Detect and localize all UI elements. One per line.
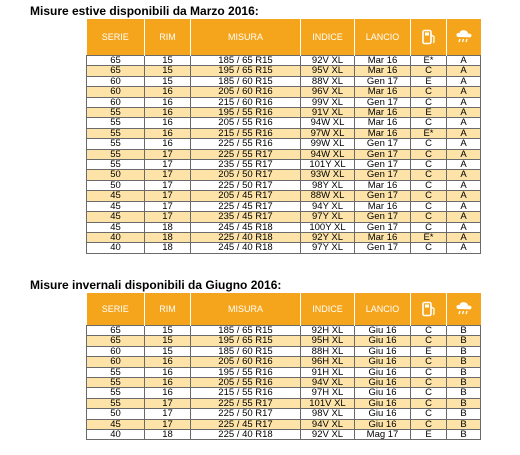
lancio-cell: Mar 16 xyxy=(355,201,411,211)
wet-grip-cell: B xyxy=(447,430,481,440)
misura-cell: 205 / 60 R16 xyxy=(191,87,301,97)
serie-cell: 40 xyxy=(87,232,145,242)
serie-cell: 55 xyxy=(87,367,145,377)
table-row xyxy=(87,336,481,346)
header-wet xyxy=(447,293,481,326)
table-row xyxy=(87,118,481,128)
serie-cell: 45 xyxy=(87,222,145,232)
fuel-class-cell: C xyxy=(411,419,447,429)
fuel-class-cell: C xyxy=(411,336,447,346)
misura-cell: 225 / 55 R17 xyxy=(191,398,301,408)
table-row xyxy=(87,378,481,388)
lancio-cell: Giu 16 xyxy=(355,367,411,377)
serie-cell: 60 xyxy=(87,357,145,367)
header-indice: INDICE xyxy=(301,293,355,326)
misura-cell: 195 / 65 R15 xyxy=(191,66,301,76)
rim-cell: 17 xyxy=(145,409,191,419)
serie-cell: 50 xyxy=(87,180,145,190)
serie-cell: 60 xyxy=(87,76,145,86)
wet-grip-cell: A xyxy=(447,243,481,253)
wet-grip-cell: A xyxy=(447,212,481,222)
wet-grip-cell: A xyxy=(447,149,481,159)
lancio-cell: Giu 16 xyxy=(355,409,411,419)
indice-cell: 94W XL xyxy=(301,149,355,159)
misura-cell: 225 / 45 R17 xyxy=(191,419,301,429)
wet-grip-cell: A xyxy=(447,87,481,97)
fuel-class-cell: C xyxy=(411,212,447,222)
indice-cell: 88W XL xyxy=(301,191,355,201)
indice-cell: 98V XL xyxy=(301,409,355,419)
fuel-class-cell: E xyxy=(411,108,447,118)
table-row xyxy=(87,87,481,97)
summer-sizes-table xyxy=(86,19,481,254)
indice-cell: 95V XL xyxy=(301,66,355,76)
table-row xyxy=(87,76,481,86)
lancio-cell: Gen 17 xyxy=(355,139,411,149)
misura-cell: 225 / 50 R17 xyxy=(191,180,301,190)
serie-cell: 40 xyxy=(87,430,145,440)
table-row xyxy=(87,346,481,356)
lancio-cell: Giu 16 xyxy=(355,398,411,408)
misura-cell: 195 / 55 R16 xyxy=(191,367,301,377)
header-fuel xyxy=(411,19,447,56)
wet-grip-cell: B xyxy=(447,388,481,398)
lancio-cell: Mar 16 xyxy=(355,128,411,138)
table-row xyxy=(87,128,481,138)
misura-cell: 205 / 55 R16 xyxy=(191,118,301,128)
serie-cell: 55 xyxy=(87,139,145,149)
indice-cell: 91V XL xyxy=(301,108,355,118)
winter-sizes-table xyxy=(86,293,481,440)
lancio-cell: Giu 16 xyxy=(355,378,411,388)
misura-cell: 225 / 50 R17 xyxy=(191,409,301,419)
indice-cell: 96V XL xyxy=(301,87,355,97)
rim-cell: 18 xyxy=(145,222,191,232)
rim-cell: 15 xyxy=(145,326,191,336)
fuel-class-cell: C xyxy=(411,170,447,180)
fuel-class-cell: C xyxy=(411,326,447,336)
table-row xyxy=(87,139,481,149)
rim-cell: 16 xyxy=(145,97,191,107)
header-serie: SERIE xyxy=(87,19,145,56)
serie-cell: 65 xyxy=(87,56,145,66)
rim-cell: 16 xyxy=(145,367,191,377)
table-row xyxy=(87,357,481,367)
fuel-class-cell: C xyxy=(411,201,447,211)
fuel-class-cell: C xyxy=(411,97,447,107)
lancio-cell: Gen 17 xyxy=(355,191,411,201)
serie-cell: 50 xyxy=(87,170,145,180)
rain-cloud-icon xyxy=(455,29,473,45)
wet-grip-cell: B xyxy=(447,346,481,356)
table-row xyxy=(87,243,481,253)
lancio-cell: Mar 16 xyxy=(355,87,411,97)
lancio-cell: Mar 16 xyxy=(355,108,411,118)
table-row xyxy=(87,56,481,66)
serie-cell: 55 xyxy=(87,128,145,138)
table-row xyxy=(87,367,481,377)
fuel-class-cell: E xyxy=(411,430,447,440)
serie-cell: 55 xyxy=(87,118,145,128)
indice-cell: 97Y XL xyxy=(301,212,355,222)
indice-cell: 96H XL xyxy=(301,357,355,367)
fuel-class-cell: C xyxy=(411,191,447,201)
fuel-pump-icon xyxy=(422,301,436,317)
fuel-class-cell: C xyxy=(411,409,447,419)
indice-cell: 97Y XL xyxy=(301,243,355,253)
table-row xyxy=(87,160,481,170)
fuel-class-cell: C xyxy=(411,398,447,408)
fuel-class-cell: C xyxy=(411,222,447,232)
wet-grip-cell: A xyxy=(447,191,481,201)
winter-section-title: Misure invernali disponibili da Giugno 2016: xyxy=(30,278,282,292)
wet-grip-cell: A xyxy=(447,118,481,128)
lancio-cell: Mar 16 xyxy=(355,232,411,242)
indice-cell: 94V XL xyxy=(301,419,355,429)
wet-grip-cell: A xyxy=(447,66,481,76)
header-rim: RIM xyxy=(145,293,191,326)
table-row xyxy=(87,66,481,76)
fuel-class-cell: C xyxy=(411,118,447,128)
table-row xyxy=(87,149,481,159)
serie-cell: 55 xyxy=(87,160,145,170)
wet-grip-cell: B xyxy=(447,336,481,346)
table-row xyxy=(87,388,481,398)
rim-cell: 15 xyxy=(145,76,191,86)
header-lancio: LANCIO xyxy=(355,19,411,56)
lancio-cell: Giu 16 xyxy=(355,346,411,356)
lancio-cell: Mag 17 xyxy=(355,430,411,440)
serie-cell: 45 xyxy=(87,191,145,201)
rim-cell: 17 xyxy=(145,419,191,429)
rim-cell: 17 xyxy=(145,212,191,222)
header-misura: MISURA xyxy=(191,293,301,326)
rim-cell: 16 xyxy=(145,357,191,367)
misura-cell: 215 / 55 R16 xyxy=(191,128,301,138)
table-header-row xyxy=(87,293,481,326)
lancio-cell: Gen 17 xyxy=(355,160,411,170)
fuel-class-cell: E* xyxy=(411,128,447,138)
table-row xyxy=(87,108,481,118)
fuel-class-cell: E xyxy=(411,76,447,86)
indice-cell: 93W XL xyxy=(301,170,355,180)
rim-cell: 17 xyxy=(145,170,191,180)
wet-grip-cell: B xyxy=(447,357,481,367)
table-header-row xyxy=(87,19,481,56)
table-row xyxy=(87,201,481,211)
rim-cell: 17 xyxy=(145,191,191,201)
rim-cell: 18 xyxy=(145,430,191,440)
table-row xyxy=(87,398,481,408)
indice-cell: 92Y XL xyxy=(301,232,355,242)
misura-cell: 205 / 50 R17 xyxy=(191,170,301,180)
misura-cell: 185 / 65 R15 xyxy=(191,326,301,336)
serie-cell: 45 xyxy=(87,201,145,211)
serie-cell: 55 xyxy=(87,398,145,408)
rim-cell: 16 xyxy=(145,128,191,138)
lancio-cell: Mar 16 xyxy=(355,56,411,66)
rim-cell: 18 xyxy=(145,232,191,242)
indice-cell: 88V XL xyxy=(301,76,355,86)
lancio-cell: Mar 16 xyxy=(355,118,411,128)
wet-grip-cell: A xyxy=(447,170,481,180)
serie-cell: 55 xyxy=(87,149,145,159)
misura-cell: 225 / 40 R18 xyxy=(191,232,301,242)
header-fuel xyxy=(411,293,447,326)
wet-grip-cell: A xyxy=(447,56,481,66)
rain-cloud-icon xyxy=(455,301,473,317)
indice-cell: 101V XL xyxy=(301,398,355,408)
misura-cell: 225 / 40 R18 xyxy=(191,430,301,440)
indice-cell: 99V XL xyxy=(301,97,355,107)
fuel-class-cell: C xyxy=(411,378,447,388)
indice-cell: 94V XL xyxy=(301,378,355,388)
misura-cell: 225 / 55 R17 xyxy=(191,149,301,159)
lancio-cell: Gen 17 xyxy=(355,170,411,180)
misura-cell: 205 / 55 R16 xyxy=(191,378,301,388)
lancio-cell: Gen 17 xyxy=(355,76,411,86)
misura-cell: 235 / 55 R17 xyxy=(191,160,301,170)
fuel-pump-icon xyxy=(422,29,436,45)
lancio-cell: Giu 16 xyxy=(355,326,411,336)
rim-cell: 16 xyxy=(145,108,191,118)
table-row xyxy=(87,326,481,336)
rim-cell: 15 xyxy=(145,336,191,346)
misura-cell: 225 / 55 R16 xyxy=(191,139,301,149)
serie-cell: 55 xyxy=(87,378,145,388)
lancio-cell: Giu 16 xyxy=(355,419,411,429)
fuel-class-cell: C xyxy=(411,149,447,159)
wet-grip-cell: B xyxy=(447,398,481,408)
table-row xyxy=(87,191,481,201)
header-rim: RIM xyxy=(145,19,191,56)
wet-grip-cell: B xyxy=(447,378,481,388)
rim-cell: 16 xyxy=(145,87,191,97)
indice-cell: 100Y XL xyxy=(301,222,355,232)
rim-cell: 15 xyxy=(145,346,191,356)
rim-cell: 17 xyxy=(145,201,191,211)
serie-cell: 45 xyxy=(87,419,145,429)
table-row xyxy=(87,232,481,242)
summer-section-title: Misure estive disponibili da Marzo 2016: xyxy=(30,4,259,18)
header-misura: MISURA xyxy=(191,19,301,56)
misura-cell: 205 / 60 R16 xyxy=(191,357,301,367)
wet-grip-cell: A xyxy=(447,108,481,118)
lancio-cell: Giu 16 xyxy=(355,388,411,398)
rim-cell: 17 xyxy=(145,160,191,170)
fuel-class-cell: C xyxy=(411,87,447,97)
lancio-cell: Gen 17 xyxy=(355,97,411,107)
table-row xyxy=(87,409,481,419)
wet-grip-cell: A xyxy=(447,97,481,107)
rim-cell: 16 xyxy=(145,118,191,128)
misura-cell: 225 / 45 R17 xyxy=(191,201,301,211)
misura-cell: 185 / 65 R15 xyxy=(191,56,301,66)
indice-cell: 92V XL xyxy=(301,56,355,66)
fuel-class-cell: C xyxy=(411,388,447,398)
indice-cell: 97H XL xyxy=(301,388,355,398)
serie-cell: 60 xyxy=(87,346,145,356)
wet-grip-cell: B xyxy=(447,419,481,429)
table-row xyxy=(87,170,481,180)
lancio-cell: Gen 17 xyxy=(355,212,411,222)
serie-cell: 55 xyxy=(87,108,145,118)
indice-cell: 97W XL xyxy=(301,128,355,138)
rim-cell: 15 xyxy=(145,66,191,76)
serie-cell: 50 xyxy=(87,409,145,419)
table-row xyxy=(87,222,481,232)
lancio-cell: Giu 16 xyxy=(355,336,411,346)
misura-cell: 195 / 65 R15 xyxy=(191,336,301,346)
indice-cell: 88H XL xyxy=(301,346,355,356)
misura-cell: 215 / 55 R16 xyxy=(191,388,301,398)
fuel-class-cell: E xyxy=(411,346,447,356)
misura-cell: 245 / 45 R18 xyxy=(191,222,301,232)
fuel-class-cell: C xyxy=(411,180,447,190)
fuel-class-cell: C xyxy=(411,357,447,367)
table-row xyxy=(87,180,481,190)
rim-cell: 15 xyxy=(145,56,191,66)
table-row xyxy=(87,97,481,107)
misura-cell: 195 / 55 R16 xyxy=(191,108,301,118)
indice-cell: 95H XL xyxy=(301,336,355,346)
fuel-class-cell: C xyxy=(411,66,447,76)
table-row xyxy=(87,212,481,222)
lancio-cell: Gen 17 xyxy=(355,222,411,232)
rim-cell: 16 xyxy=(145,388,191,398)
wet-grip-cell: A xyxy=(447,201,481,211)
wet-grip-cell: A xyxy=(447,128,481,138)
table-row xyxy=(87,419,481,429)
wet-grip-cell: B xyxy=(447,326,481,336)
lancio-cell: Mar 16 xyxy=(355,180,411,190)
serie-cell: 65 xyxy=(87,66,145,76)
fuel-class-cell: C xyxy=(411,139,447,149)
table-row xyxy=(87,430,481,440)
rim-cell: 17 xyxy=(145,398,191,408)
header-lancio: LANCIO xyxy=(355,293,411,326)
fuel-class-cell: C xyxy=(411,367,447,377)
serie-cell: 55 xyxy=(87,388,145,398)
serie-cell: 65 xyxy=(87,326,145,336)
header-wet xyxy=(447,19,481,56)
rim-cell: 17 xyxy=(145,180,191,190)
wet-grip-cell: B xyxy=(447,367,481,377)
misura-cell: 235 / 45 R17 xyxy=(191,212,301,222)
fuel-class-cell: E* xyxy=(411,232,447,242)
fuel-class-cell: C xyxy=(411,160,447,170)
indice-cell: 101Y XL xyxy=(301,160,355,170)
rim-cell: 16 xyxy=(145,139,191,149)
serie-cell: 60 xyxy=(87,97,145,107)
misura-cell: 185 / 60 R15 xyxy=(191,76,301,86)
indice-cell: 94W XL xyxy=(301,118,355,128)
misura-cell: 185 / 60 R15 xyxy=(191,346,301,356)
indice-cell: 98Y XL xyxy=(301,180,355,190)
indice-cell: 99W XL xyxy=(301,139,355,149)
indice-cell: 91H XL xyxy=(301,367,355,377)
serie-cell: 60 xyxy=(87,87,145,97)
wet-grip-cell: A xyxy=(447,222,481,232)
lancio-cell: Giu 16 xyxy=(355,357,411,367)
wet-grip-cell: A xyxy=(447,76,481,86)
misura-cell: 245 / 40 R18 xyxy=(191,243,301,253)
wet-grip-cell: A xyxy=(447,180,481,190)
misura-cell: 205 / 45 R17 xyxy=(191,191,301,201)
lancio-cell: Mar 16 xyxy=(355,66,411,76)
rim-cell: 16 xyxy=(145,378,191,388)
indice-cell: 94Y XL xyxy=(301,201,355,211)
indice-cell: 92H XL xyxy=(301,326,355,336)
header-serie: SERIE xyxy=(87,293,145,326)
serie-cell: 45 xyxy=(87,212,145,222)
wet-grip-cell: A xyxy=(447,232,481,242)
serie-cell: 65 xyxy=(87,336,145,346)
rim-cell: 18 xyxy=(145,243,191,253)
serie-cell: 40 xyxy=(87,243,145,253)
lancio-cell: Gen 17 xyxy=(355,149,411,159)
header-indice: INDICE xyxy=(301,19,355,56)
fuel-class-cell: C xyxy=(411,243,447,253)
fuel-class-cell: E* xyxy=(411,56,447,66)
wet-grip-cell: B xyxy=(447,409,481,419)
wet-grip-cell: A xyxy=(447,160,481,170)
misura-cell: 215 / 60 R16 xyxy=(191,97,301,107)
rim-cell: 17 xyxy=(145,149,191,159)
wet-grip-cell: A xyxy=(447,139,481,149)
lancio-cell: Gen 17 xyxy=(355,243,411,253)
indice-cell: 92V XL xyxy=(301,430,355,440)
